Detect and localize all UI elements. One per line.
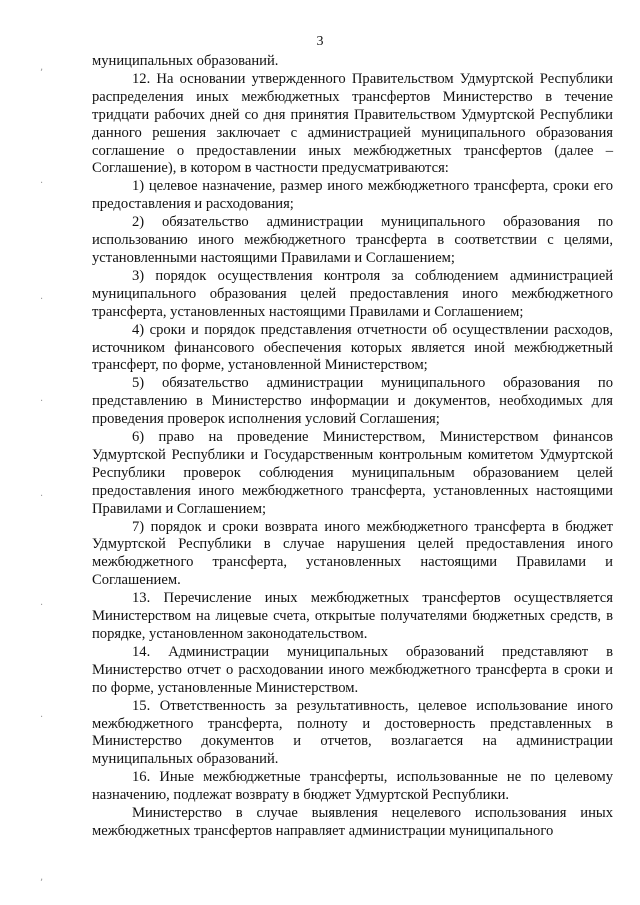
paragraph-15: 15. Ответственность за результативность, целевое использование иного межбюджетного трансферта, полноту и достоверность представленных в Министерство документов и отчетов, возлагается на администрации муниципальных образований.	[92, 697, 613, 768]
paragraph-16-continuation: Министерство в случае выявления нецелевого использования иных межбюджетных трансфертов направляет администрации муниципального	[92, 805, 613, 839]
paragraph-12: 12. На основании утвержденного Правительством Удмуртской Республики распределения иных межбюджетных трансфертов Министерство в течение тридцати рабочих дней со дня принятия Правительством Удмуртской Республики данного решения заключает с администрацией муниципального образования соглашение о предоставлении иных межбюджетных трансфертов (далее – Соглашение), в котором в частности предусматриваются:	[92, 70, 613, 177]
scan-margin-mark: ·	[40, 396, 44, 407]
list-item-7: 7) порядок и сроки возврата иного межбюджетного трансферта в бюджет Удмуртской Республики в случае нарушения целей предоставления иного межбюджетного трансферта, установленных настоящими Правилами и Соглашением.	[92, 518, 613, 589]
document-body	[92, 53, 613, 841]
paragraph-continuation: муниципальных образований.	[92, 53, 279, 69]
scan-margin-mark: ,	[40, 62, 44, 73]
paragraph-13: 13. Перечисление иных межбюджетных трансфертов осуществляется Министерством на лицевые счета, открытые получателями бюджетных средств, в порядке, установленном законодательством.	[92, 590, 613, 642]
page-number: 3	[316, 34, 324, 49]
scan-margin-mark: ·	[40, 294, 44, 305]
list-item-3: 3) порядок осуществления контроля за соблюдением администрацией муниципального образования целей предоставления иного межбюджетного трансферта, установленных настоящими Правилами и Соглашением;	[92, 267, 613, 320]
paragraph-14: 14. Администрации муниципальных образований представляют в Министерство отчет о расходовании иного межбюджетного трансферта в сроки и по форме, установленные Министерством.	[92, 643, 613, 696]
scan-margin-mark: ,	[40, 872, 44, 883]
list-item-6: 6) право на проведение Министерством, Министерством финансов Удмуртской Республики и Государственным контрольным комитетом Удмуртской Республики проверок соблюдения муниципальным образованием целей предоставления иного межбюджетного трансферта, установленных настоящими Правилами и Соглашением;	[92, 429, 613, 517]
scan-margin-mark: ·	[40, 712, 44, 723]
list-item-1: 1) целевое назначение, размер иного межбюджетного трансферта, сроки его предоставления и расходования;	[92, 178, 613, 213]
list-item-4: 4) сроки и порядок представления отчетности об осуществлении расходов, источником финансового обеспечения которых является иной межбюджетный трансферт, по форме, установленной Министерством;	[92, 321, 613, 374]
scan-margin-mark: ·	[40, 600, 44, 611]
scan-margin-mark: .	[40, 488, 44, 499]
list-item-2: 2) обязательство администрации муниципального образования по использованию иного межбюджетного трансферта в соответствии с целями, установленными настоящими Правилами и Соглашением;	[92, 214, 613, 266]
scan-margin-mark: ·	[40, 178, 44, 189]
paragraph-16: 16. Иные межбюджетные трансферты, использованные не по целевому назначению, подлежат возврату в бюджет Удмуртской Республики.	[92, 769, 613, 804]
list-item-5: 5) обязательство администрации муниципального образования по представлению в Министерство информации и документов, необходимых для проведения проверок исполнения условий Соглашения;	[92, 375, 613, 428]
